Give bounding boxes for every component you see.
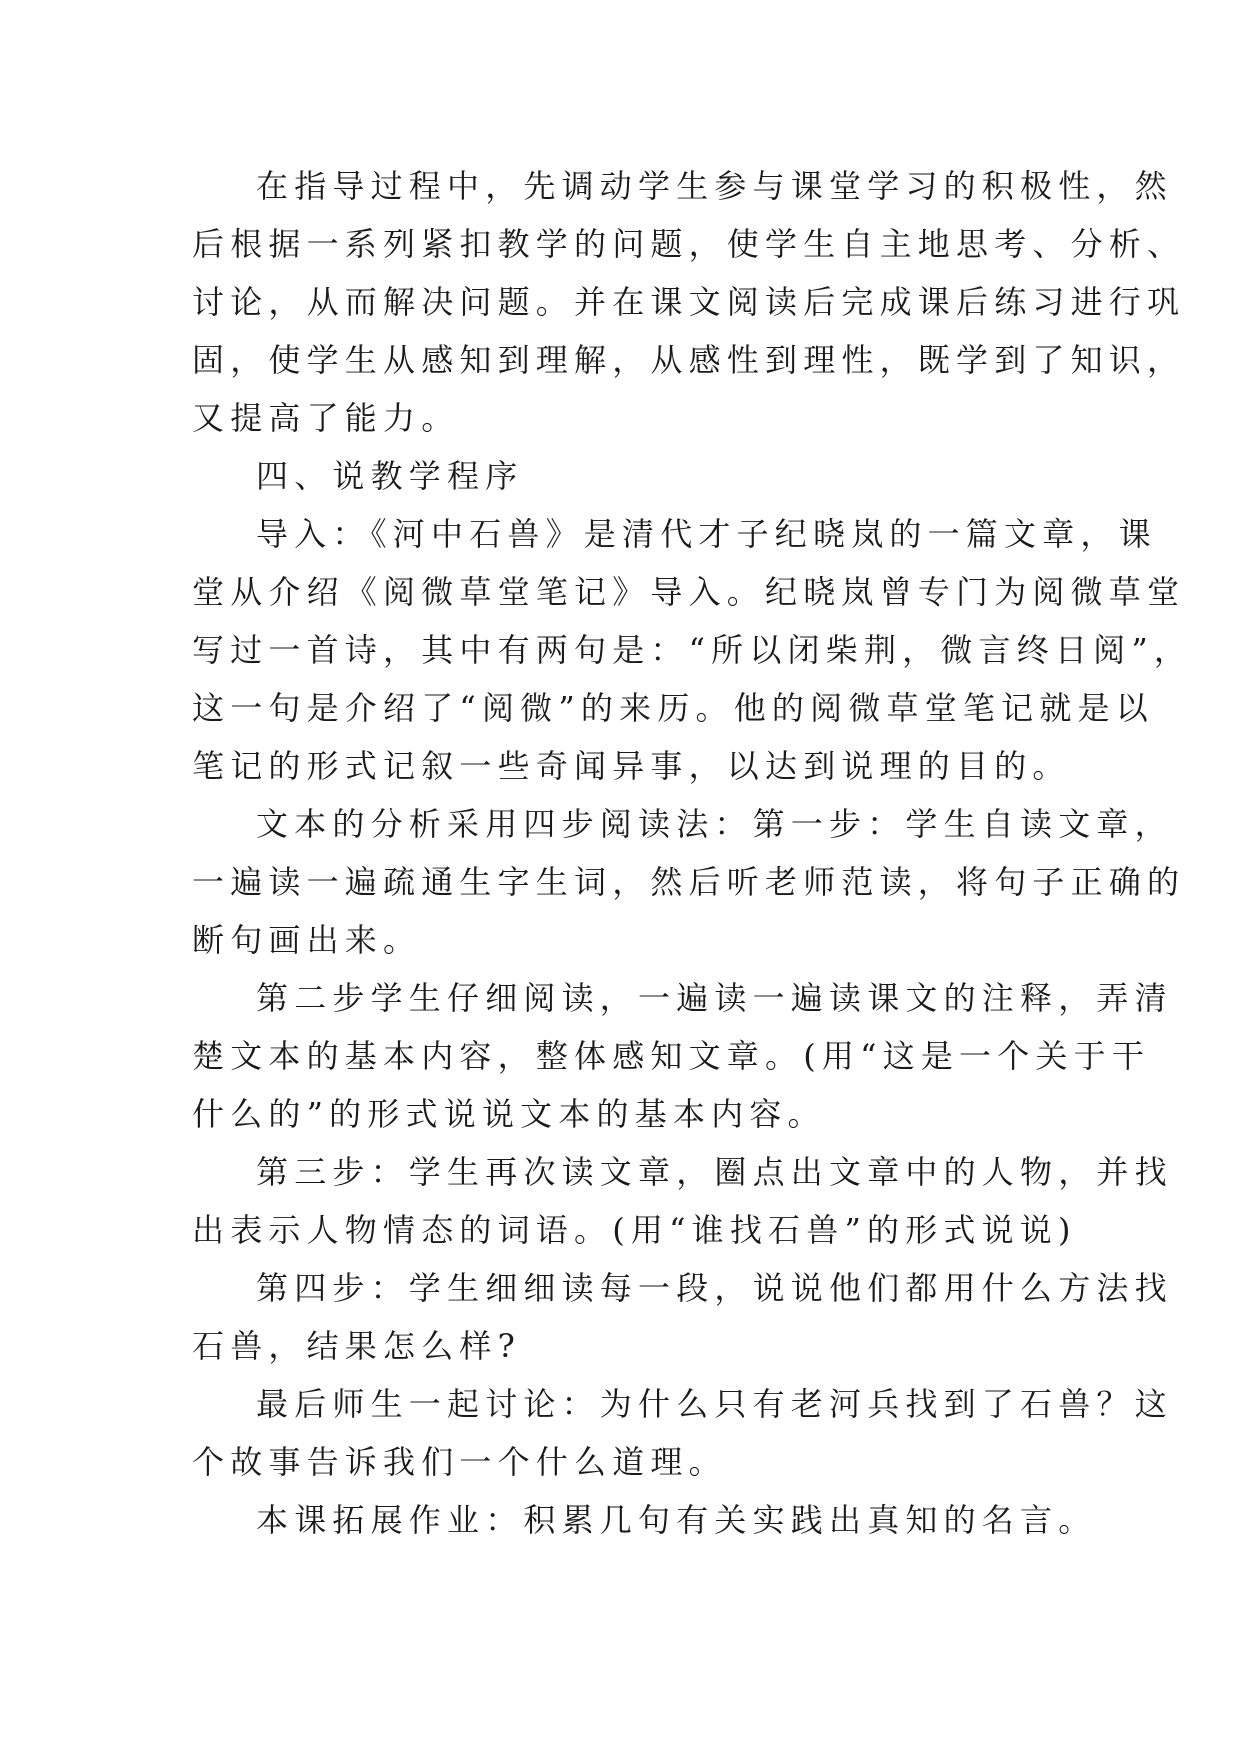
text-line: 第四步：学生细细读每一段，说说他们都用什么方法找 — [256, 1269, 1173, 1307]
text-line: 固，使学生从感知到理解，从感性到理性，既学到了知识， — [192, 341, 1186, 379]
text-line: 第二步学生仔细阅读，一遍读一遍读课文的注释，弄清 — [256, 979, 1173, 1017]
text-line: 写过一首诗，其中有两句是：“所以闭柴荆，微言终日阅”， — [192, 631, 1193, 669]
text-line: 这一句是介绍了“阅微”的来历。他的阅微草堂笔记就是以 — [192, 689, 1154, 727]
text-line: 第三步：学生再次读文章，圈点出文章中的人物，并找 — [256, 1153, 1173, 1191]
text-line: 笔记的形式记叙一些奇闻异事，以达到说理的目的。 — [192, 747, 1071, 785]
text-line: 在指导过程中，先调动学生参与课堂学习的积极性，然 — [256, 167, 1173, 205]
text-line: 石兽，结果怎么样? — [192, 1327, 521, 1365]
text-line: 又提高了能力。 — [192, 399, 460, 437]
text-line: 断句画出来。 — [192, 921, 422, 959]
text-line: 文本的分析采用四步阅读法：第一步：学生自读文章， — [256, 805, 1173, 843]
text-line: 讨论，从而解决问题。并在课文阅读后完成课后练习进行巩 — [192, 283, 1186, 321]
section-heading: 四、说教学程序 — [256, 457, 524, 495]
text-line: 楚文本的基本内容，整体感知文章。(用“这是一个关于干 — [192, 1037, 1151, 1075]
text-line: 一遍读一遍疏通生字生词，然后听老师范读，将句子正确的 — [192, 863, 1186, 901]
text-line: 堂从介绍《阅微草堂笔记》导入。纪晓岚曾专门为阅微草堂 — [192, 573, 1186, 611]
text-line: 本课拓展作业：积累几句有关实践出真知的名言。 — [256, 1501, 1097, 1539]
text-line: 什么的”的形式说说文本的基本内容。 — [192, 1095, 826, 1133]
text-line: 出表示人物情态的词语。(用“谁找石兽”的形式说说) — [192, 1211, 1077, 1249]
text-line: 导入：《河中石兽》是清代才子纪晓岚的一篇文章，课 — [256, 515, 1157, 553]
text-line: 个故事告诉我们一个什么道理。 — [192, 1443, 727, 1481]
text-line: 后根据一系列紧扣教学的问题，使学生自主地思考、分析、 — [192, 225, 1186, 263]
document-body — [192, 157, 1193, 1549]
text-line: 最后师生一起讨论：为什么只有老河兵找到了石兽？这 — [256, 1385, 1173, 1423]
